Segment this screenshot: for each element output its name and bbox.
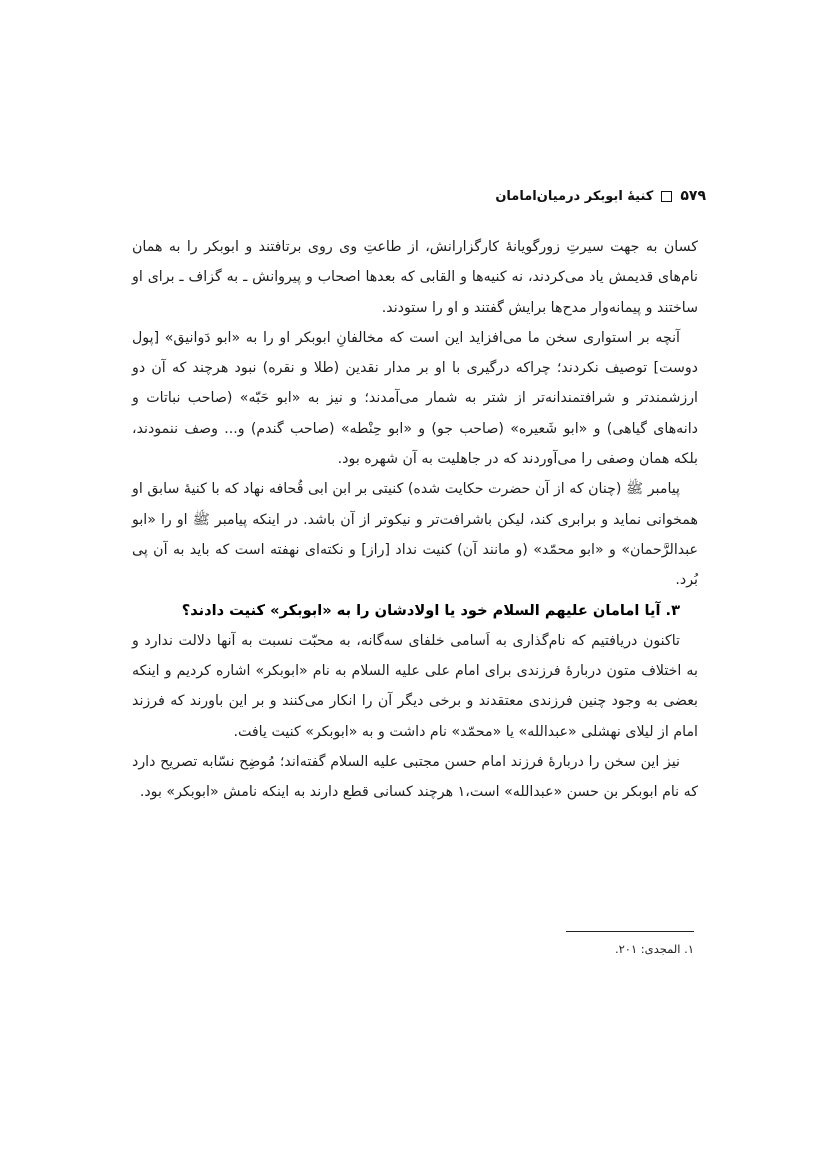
- running-head-title: کنیهٔ ابوبکر درمیان‌امامان: [495, 188, 654, 204]
- paragraph: نیز این سخن را دربارهٔ فرزند امام حسن مجتبی علیه السلام گفته‌اند؛ مُوضِح نسّابه تصریح دارد که نام ابوبکر بن حسن «عبدالله» است،۱ هرچند کسانی قطع دارند به اینکه نامش «ابوبکر» بود.: [132, 754, 698, 801]
- paragraph: آنچه بر استواری سخن ما می‌افزاید این است که مخالفانِ ابوبکر او را به «ابو دَوانیق» [پول دوست] توصیف نکردند؛ چراکه درگیری با او بر مدار نقدین (طلا و نقره) نبود هرچند که آن دو ارزشمندتر و شرافتمندانه‌تر از شتر به شمار می‌آمدند؛ و نیز به «ابو حَبّه» (صاحب نباتات و دانه‌های گیاهی) و «ابو شَعیره» (صاحب جو) و «ابو حِنْطه» (صاحب گندم) و... وصف ننمودند، بلکه همان وصفی را می‌آوردند که در جاهلیت به آن شهره بود.: [132, 329, 698, 468]
- paragraph: کسان به جهت سیرتِ زورگویانهٔ کارگزارانش، از طاعتِ وی روی برتافتند و ابوبکر را به همان نام‌های قدیمش یاد می‌کردند، نه کنیه‌ها و القابی که بعدها اصحاب و پیروانش ـ به گزاف ـ برای او ساختند و پیمانه‌وار مدح‌ها برایش گفتند و او را ستودند.: [132, 239, 698, 316]
- running-head: [495, 188, 706, 204]
- page-number: ۵۷۹: [680, 188, 706, 204]
- footnote-divider: [566, 931, 694, 932]
- footnote: ۱. المجدی: ۲۰۱.: [614, 942, 694, 956]
- section-heading: ۳. آیا امامان علیهم السلام خود یا اولادشان را به «ابوبکر» کنیت دادند؟: [181, 601, 680, 619]
- paragraph: تاکنون دریافتیم که نام‌گذاری به اَسامی خلفای سه‌گانه، به محبّت نسبت به آنها دلالت ندارد و به اختلاف متون دربارهٔ فرزندی برای امام علی علیه السلام به نام «ابوبکر» اشاره کردیم و اینکه بعضی به وجود چنین فرزندی معتقدند و برخی دیگر آن را انکار می‌کنند و بر این باورند که فرزند امام از لیلای نهشلی «عبدالله» یا «محمّد» نام داشت و به «ابوبکر» کنیت یافت.: [132, 632, 698, 740]
- body-text: [132, 232, 698, 808]
- paragraph: پیامبر ﷺ (چنان که از آن حضرت حکایت شده) کنیتی بر ابن ابی قُحافه نهاد که با کنیهٔ سابق او همخوانی نماید و برابری کند، لیکن باشرافت‌تر و نیکوتر از آن باشد. در اینکه پیامبر ﷺ او را «ابو عبدالرَّحمان» و «ابو محمّد» (و مانند آن) کنیت نداد [راز] و نکته‌ای نهفته است که باید به آن پی بُرد.: [132, 481, 698, 589]
- square-bullet-icon: [661, 191, 672, 202]
